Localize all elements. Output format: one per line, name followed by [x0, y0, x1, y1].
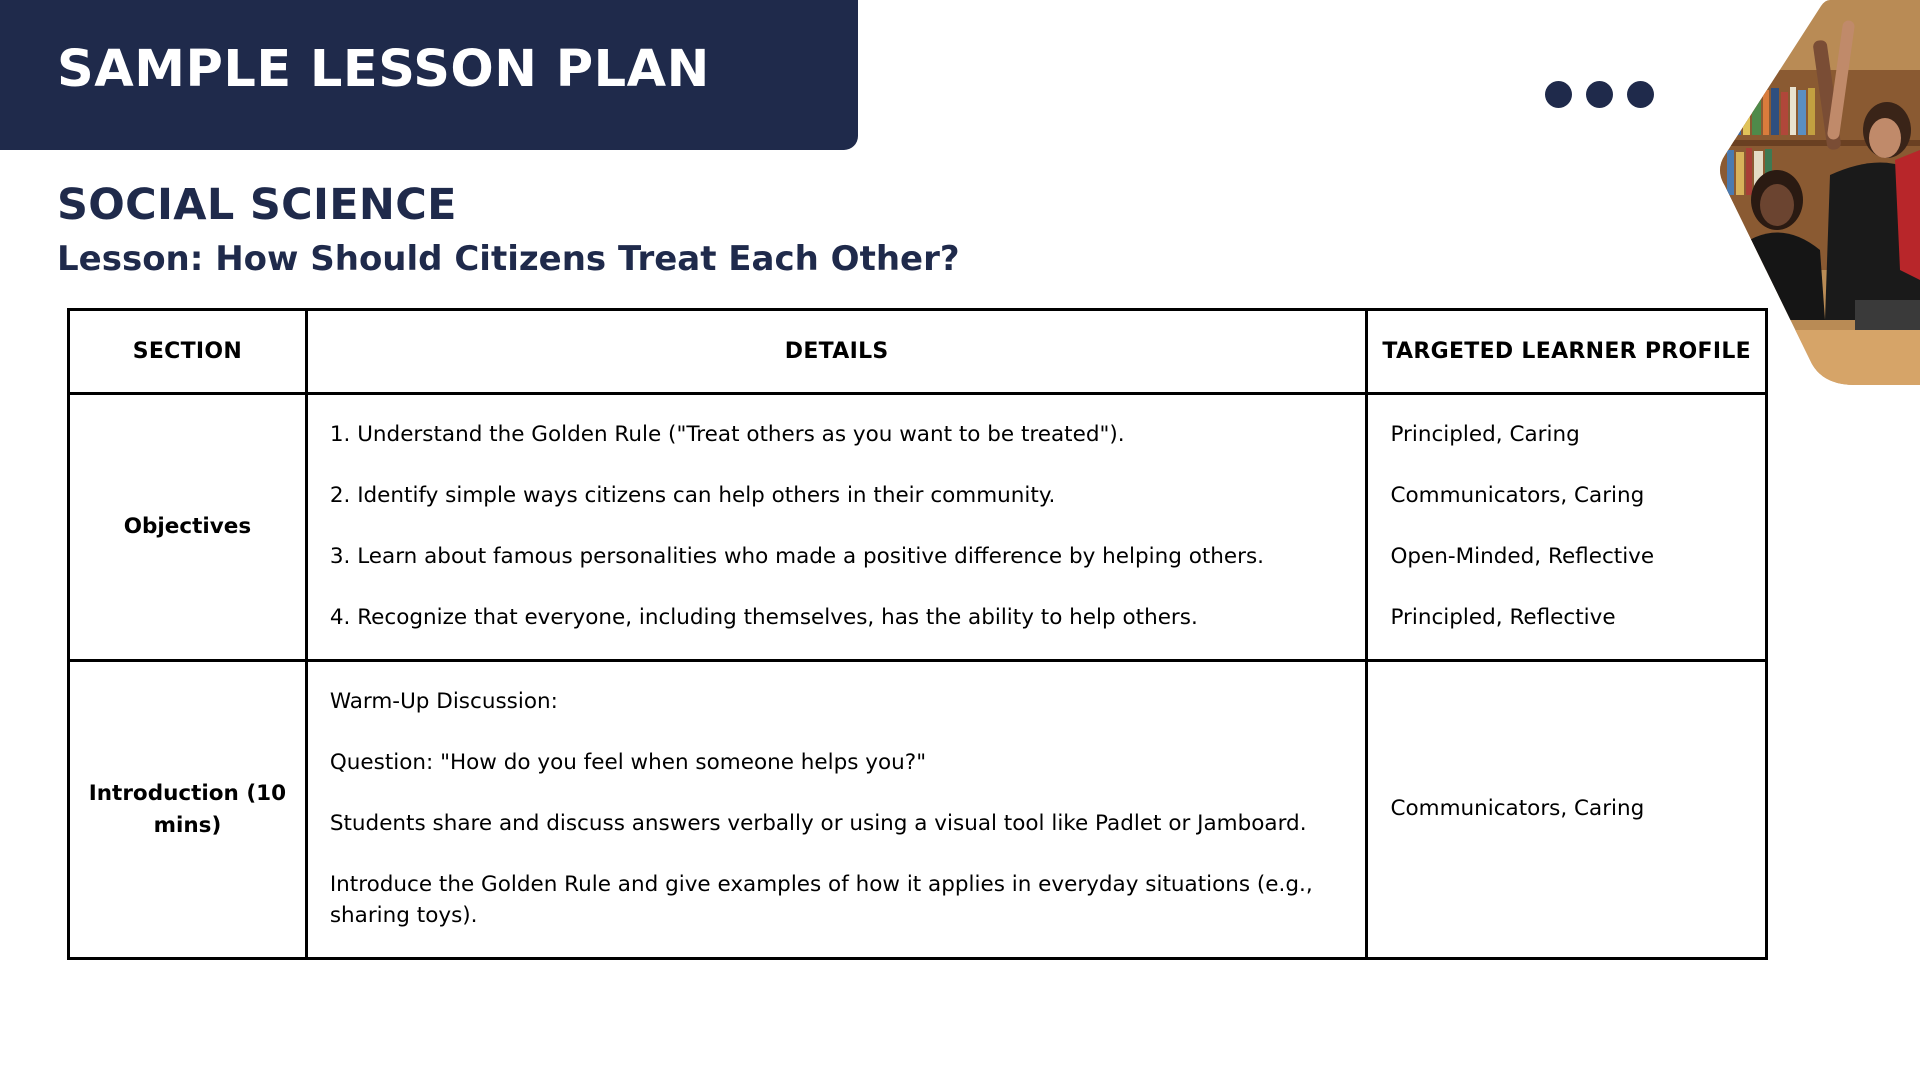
- profile-line: Principled, Caring: [1390, 421, 1580, 447]
- table-header-row: [69, 310, 1767, 394]
- details-line: Students share and discuss answers verbally or using a visual tool like Padlet or Jamboard.: [329, 810, 1307, 836]
- lesson-plan-table: [67, 308, 1768, 960]
- details-line: 2. Identify simple ways citizens can help others in their community.: [329, 482, 1056, 508]
- details-line: 1. Understand the Golden Rule ("Treat others as you want to be treated").: [329, 421, 1125, 447]
- lesson-title: Lesson: How Should Citizens Treat Each Other?: [57, 239, 960, 279]
- details-objectives: [306, 394, 1367, 661]
- profile-line: Open-Minded, Reflective: [1390, 544, 1655, 569]
- header-details: DETAILS: [306, 310, 1367, 394]
- section-introduction: Introduction (10 mins): [69, 661, 307, 959]
- details-line: 3. Learn about famous personalities who made a positive difference by helping others.: [329, 544, 1265, 569]
- details-line: Introduce the Golden Rule and give examples of how it applies in everyday situations (e.g., sharing toys).: [329, 872, 1313, 929]
- details-line: 4. Recognize that everyone, including themselves, has the ability to help others.: [329, 605, 1198, 631]
- header-profile: TARGETED LEARNER PROFILE: [1367, 310, 1767, 394]
- subject-heading: SOCIAL SCIENCE: [57, 180, 457, 230]
- title-banner: [0, 0, 858, 150]
- details-line: Warm-Up Discussion:: [329, 688, 558, 714]
- decorative-dots: [1545, 81, 1654, 108]
- profile-introduction: [1367, 661, 1767, 959]
- table-row-introduction: [69, 661, 1767, 959]
- dot-icon: [1545, 81, 1572, 108]
- dot-icon: [1586, 81, 1613, 108]
- table-row-objectives: [69, 394, 1767, 661]
- profile-line: Communicators, Caring: [1390, 795, 1645, 821]
- profile-line: Communicators, Caring: [1390, 482, 1645, 508]
- dot-icon: [1627, 81, 1654, 108]
- page-title: SAMPLE LESSON PLAN: [57, 40, 710, 99]
- header-section: SECTION: [69, 310, 307, 394]
- profile-objectives: [1367, 394, 1767, 661]
- details-introduction: [306, 661, 1367, 959]
- details-line: Question: "How do you feel when someone helps you?": [329, 749, 927, 775]
- profile-line: Principled, Reflective: [1390, 605, 1616, 631]
- section-objectives: Objectives: [69, 394, 307, 661]
